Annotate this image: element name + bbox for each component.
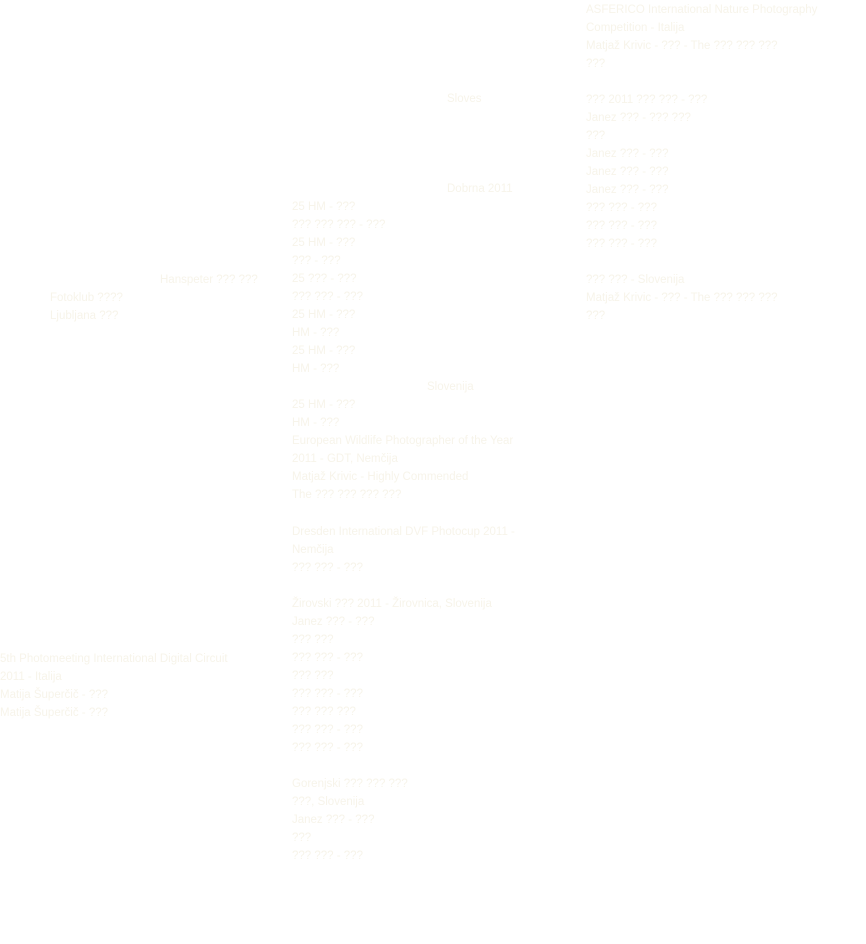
mid-block-e <box>292 775 574 865</box>
text-line: ??? ??? <box>292 670 334 682</box>
text-line: Fotoklub ???? <box>50 292 123 304</box>
text-line: Matjaž Krivic - ??? - The ??? ??? ??? <box>586 292 778 304</box>
text-line: ??? ??? - ??? <box>292 850 363 862</box>
text-line: European Wildlife Photographer of the Year <box>292 435 514 447</box>
text-line: ??? ??? - ??? <box>292 652 363 664</box>
text-line: 25 HM - ??? <box>292 201 356 213</box>
text-line: ??? ??? - ??? <box>586 238 657 250</box>
text-line: Competition - Italija <box>586 22 685 34</box>
text-line: ASFERICO International Nature Photography <box>586 4 818 16</box>
text-line: ??? <box>292 832 312 844</box>
text-line: ??? ??? - ??? <box>292 724 363 736</box>
column-middle <box>292 0 574 944</box>
text-line: ??? ??? ??? - ??? <box>292 219 386 231</box>
text-line: 25 HM - ??? <box>292 399 356 411</box>
right-block-c <box>586 271 864 325</box>
text-line: ??? <box>586 58 606 70</box>
text-line: Hanspeter ??? ??? <box>160 274 258 286</box>
section-heading: Slovenija <box>427 381 474 393</box>
text-line: Janez ??? - ??? <box>586 166 669 178</box>
right-block-b <box>586 91 864 253</box>
text-line: HM - ??? <box>292 363 340 375</box>
text-line: Gorenjski ??? ??? ??? <box>292 778 408 790</box>
text-line: ??? ??? - ??? <box>292 688 363 700</box>
text-line: 2011 - GDT, Nemčija <box>292 453 398 465</box>
text-line: Matija Šuperčič - ??? <box>0 707 109 719</box>
text-line: Janez ??? - ??? <box>292 616 375 628</box>
mid-list-a <box>292 180 574 504</box>
text-line: ??? <box>586 130 606 142</box>
text-line: Dresden International DVF Photocup 2011 - <box>292 526 515 538</box>
column-right <box>586 0 864 944</box>
mid-block-d <box>292 595 574 757</box>
text-line: 25 HM - ??? <box>292 309 356 321</box>
text-line: Ljubljana ??? <box>50 310 119 322</box>
text-line: ??? - ??? <box>292 255 341 267</box>
text-line: 5th Photomeeting International Digital Circuit <box>0 653 228 665</box>
text-line: Matjaž Krivic - ??? - The ??? ??? ??? <box>586 40 778 52</box>
text-line: ??? 2011 ??? ??? - ??? <box>586 94 708 106</box>
text-line: 2011 - Italija <box>0 671 62 683</box>
text-line: ??? ??? - ??? <box>292 742 363 754</box>
text-line: Janez ??? - ??? <box>586 148 669 160</box>
text-line: Nemčija <box>292 544 334 556</box>
text-line: The ??? ??? ??? ??? <box>292 489 402 501</box>
text-line: Janez ??? - ??? <box>586 184 669 196</box>
section-heading: Dobrna 2011 <box>447 183 513 195</box>
section-heading: Sloves <box>447 93 482 105</box>
text-line: ??? <box>586 310 606 322</box>
text-line: HM - ??? <box>292 417 340 429</box>
text-line: Matjaž Krivic - Highly Commended <box>292 471 469 483</box>
text-line: ??? ??? <box>292 634 334 646</box>
left-block-b <box>0 650 282 722</box>
text-line: 25 ??? - ??? <box>292 273 357 285</box>
mid-heading-a <box>292 90 574 108</box>
text-line: ??? ??? - ??? <box>292 562 363 574</box>
text-line: ???, Slovenija <box>292 796 365 808</box>
column-left <box>0 0 282 944</box>
text-line: ??? ??? ??? <box>292 706 356 718</box>
right-block-a <box>586 1 864 73</box>
text-line: ??? ??? - ??? <box>586 202 657 214</box>
text-line: Janez ??? - ??? <box>292 814 375 826</box>
text-line: 25 HM - ??? <box>292 237 356 249</box>
text-line: ??? ??? - ??? <box>292 291 363 303</box>
text-line: Matija Šuperčič - ??? <box>0 689 109 701</box>
mid-block-c <box>292 523 574 577</box>
left-block-a <box>50 271 282 325</box>
text-line: Janez ??? - ??? ??? <box>586 112 691 124</box>
text-line: ??? ??? - Slovenija <box>586 274 685 286</box>
text-line: 25 HM - ??? <box>292 345 356 357</box>
text-line: Žirovski ??? 2011 - Žirovnica, Slovenija <box>292 598 492 610</box>
text-line: HM - ??? <box>292 327 340 339</box>
text-line: ??? ??? - ??? <box>586 220 657 232</box>
